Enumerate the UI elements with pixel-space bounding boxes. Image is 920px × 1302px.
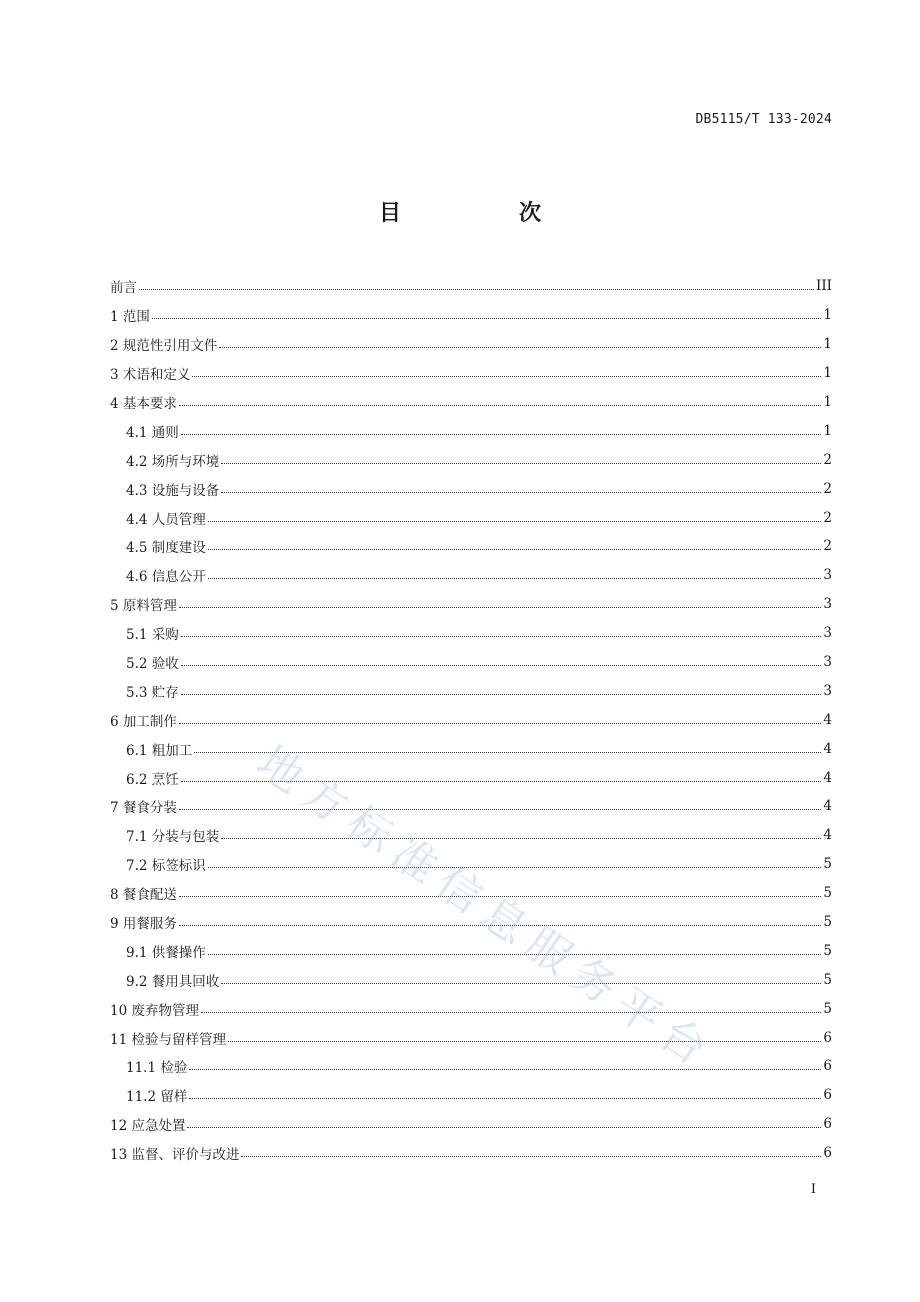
toc-leader-dots xyxy=(181,693,822,695)
toc-leader-dots xyxy=(179,895,822,897)
toc-entry[interactable] xyxy=(110,359,832,388)
toc-entry-page: 5 xyxy=(823,1000,832,1017)
toc-leader-dots xyxy=(152,317,822,319)
toc-entry[interactable] xyxy=(110,705,832,734)
toc-entry-label: 前言 xyxy=(110,280,137,297)
toc-entry-label: 11.2 留样 xyxy=(126,1089,188,1106)
toc-entry-label: 10 废弃物管理 xyxy=(110,1002,199,1019)
toc-entry-page: 5 xyxy=(823,885,832,902)
toc-entry-label: 4.6 信息公开 xyxy=(126,569,206,586)
toc-entry-page: 3 xyxy=(823,654,832,671)
toc-entry[interactable] xyxy=(110,850,832,879)
toc-leader-dots xyxy=(221,837,821,839)
page-title: 目 次 xyxy=(378,201,589,226)
toc-entry-label: 6 加工制作 xyxy=(110,713,177,730)
toc-entry-page: 4 xyxy=(823,827,832,844)
toc-entry[interactable] xyxy=(110,734,832,763)
toc-entry[interactable] xyxy=(110,532,832,561)
toc-entry-page: 6 xyxy=(823,1145,832,1162)
toc-entry[interactable] xyxy=(110,994,832,1023)
toc-entry[interactable] xyxy=(110,445,832,474)
toc-leader-dots xyxy=(241,1155,821,1157)
toc-leader-dots xyxy=(219,346,821,348)
toc-entry-page: 5 xyxy=(823,971,832,988)
toc-entry-label: 7 餐食分装 xyxy=(110,800,177,817)
toc-entry[interactable] xyxy=(110,792,832,821)
toc-entry-label: 2 规范性引用文件 xyxy=(110,338,218,355)
toc-leader-dots xyxy=(181,780,822,782)
toc-entry[interactable] xyxy=(110,590,832,619)
toc-leader-dots xyxy=(179,404,822,406)
toc-entry-page: 3 xyxy=(823,625,832,642)
toc-leader-dots xyxy=(179,808,822,810)
toc-leader-dots xyxy=(208,520,822,522)
toc-leader-dots xyxy=(194,751,821,753)
toc-entry-page: 2 xyxy=(823,509,832,526)
toc-entry[interactable] xyxy=(110,965,832,994)
toc-entry-label: 8 餐食配送 xyxy=(110,887,177,904)
toc-leader-dots xyxy=(192,375,821,377)
toc-entry[interactable] xyxy=(110,1023,832,1052)
toc-entry-label: 9 用餐服务 xyxy=(110,916,177,933)
toc-leader-dots xyxy=(221,982,821,984)
toc-entry-page: 4 xyxy=(823,711,832,728)
toc-entry-label: 6.2 烹饪 xyxy=(126,771,179,788)
toc-leader-dots xyxy=(208,577,822,579)
toc-entry-page: 3 xyxy=(823,682,832,699)
toc-entry-label: 5.2 验收 xyxy=(126,656,179,673)
toc-leader-dots xyxy=(179,722,822,724)
toc-leader-dots xyxy=(179,924,822,926)
toc-leader-dots xyxy=(189,1068,821,1070)
table-of-contents xyxy=(110,272,832,1168)
toc-entry[interactable] xyxy=(110,388,832,417)
toc-entry-page: 1 xyxy=(823,336,832,353)
toc-entry-label: 9.2 餐用具回收 xyxy=(126,973,220,990)
toc-entry-label: 7.2 标签标识 xyxy=(126,858,206,875)
toc-leader-dots xyxy=(221,462,821,464)
toc-entry-label: 11 检验与留样管理 xyxy=(110,1031,226,1048)
toc-entry-label: 4.3 设施与设备 xyxy=(126,482,220,499)
toc-entry[interactable] xyxy=(110,474,832,503)
toc-entry-page: 3 xyxy=(823,567,832,584)
toc-entry-label: 11.1 检验 xyxy=(126,1060,188,1077)
toc-entry[interactable] xyxy=(110,272,832,301)
toc-entry-label: 7.1 分装与包装 xyxy=(126,829,220,846)
document-code: DB5115/T 133-2024 xyxy=(695,112,832,127)
toc-entry[interactable] xyxy=(110,879,832,908)
toc-leader-dots xyxy=(181,664,822,666)
toc-entry-page: III xyxy=(816,278,832,295)
toc-entry-label: 9.1 供餐操作 xyxy=(126,944,206,961)
toc-entry[interactable] xyxy=(110,1110,832,1139)
toc-entry[interactable] xyxy=(110,561,832,590)
toc-entry[interactable] xyxy=(110,821,832,850)
toc-leader-dots xyxy=(187,1126,821,1128)
toc-entry-page: 5 xyxy=(823,856,832,873)
toc-entry-page: 4 xyxy=(823,769,832,786)
toc-entry-label: 5.1 采购 xyxy=(126,627,179,644)
toc-entry-label: 4.2 场所与环境 xyxy=(126,453,220,470)
toc-entry[interactable] xyxy=(110,908,832,937)
toc-entry-page: 6 xyxy=(823,1058,832,1075)
toc-entry-label: 3 术语和定义 xyxy=(110,367,191,384)
toc-leader-dots xyxy=(181,635,822,637)
toc-entry[interactable] xyxy=(110,648,832,677)
toc-entry-label: 13 监督、评价与改进 xyxy=(110,1147,240,1164)
toc-entry-page: 6 xyxy=(823,1029,832,1046)
toc-entry-label: 4 基本要求 xyxy=(110,396,177,412)
toc-entry[interactable] xyxy=(110,416,832,445)
toc-entry-page: 4 xyxy=(823,798,832,815)
toc-leader-dots xyxy=(189,1097,821,1099)
toc-entry[interactable] xyxy=(110,1081,832,1110)
toc-entry[interactable] xyxy=(110,301,832,330)
toc-entry-label: 1 范围 xyxy=(110,309,150,326)
toc-entry-label: 6.1 粗加工 xyxy=(126,742,193,759)
toc-leader-dots xyxy=(179,606,822,608)
toc-entry-page: 5 xyxy=(823,914,832,931)
toc-entry-page: 1 xyxy=(823,394,832,410)
toc-entry-label: 5 原料管理 xyxy=(110,598,177,615)
toc-entry-page: 2 xyxy=(823,480,832,497)
toc-leader-dots xyxy=(208,548,822,550)
toc-leader-dots xyxy=(181,433,822,435)
toc-entry-page: 4 xyxy=(823,740,832,757)
toc-entry-page: 1 xyxy=(823,307,832,324)
toc-entry-page: 1 xyxy=(823,422,832,439)
toc-entry-page: 5 xyxy=(823,942,832,959)
toc-entry-page: 6 xyxy=(823,1116,832,1133)
toc-entry-label: 4.5 制度建设 xyxy=(126,540,206,557)
toc-entry[interactable] xyxy=(110,1139,832,1168)
toc-entry[interactable] xyxy=(110,619,832,648)
toc-entry[interactable] xyxy=(110,503,832,532)
toc-entry-label: 4.1 通则 xyxy=(126,424,179,441)
toc-entry-label: 4.4 人员管理 xyxy=(126,511,206,528)
toc-entry-page: 2 xyxy=(823,538,832,555)
toc-entry[interactable] xyxy=(110,330,832,359)
toc-entry-page: 6 xyxy=(823,1087,832,1104)
toc-leader-dots xyxy=(221,491,821,493)
toc-entry-label: 5.3 贮存 xyxy=(126,684,179,701)
toc-entry[interactable] xyxy=(110,1052,832,1081)
toc-entry-label: 12 应急处置 xyxy=(110,1118,186,1135)
page-number: I xyxy=(810,1182,816,1197)
watermark: 地方标准信息服务平台 xyxy=(247,736,724,1081)
toc-entry-page: 3 xyxy=(823,596,832,613)
toc-leader-dots xyxy=(208,953,822,955)
toc-entry[interactable] xyxy=(110,763,832,792)
toc-leader-dots xyxy=(228,1040,821,1042)
toc-entry[interactable] xyxy=(110,936,832,965)
toc-leader-dots xyxy=(139,288,814,290)
toc-entry-page: 2 xyxy=(823,451,832,468)
toc-leader-dots xyxy=(208,866,822,868)
toc-leader-dots xyxy=(201,1011,821,1013)
toc-entry-page: 1 xyxy=(823,365,832,382)
toc-entry[interactable] xyxy=(110,676,832,705)
